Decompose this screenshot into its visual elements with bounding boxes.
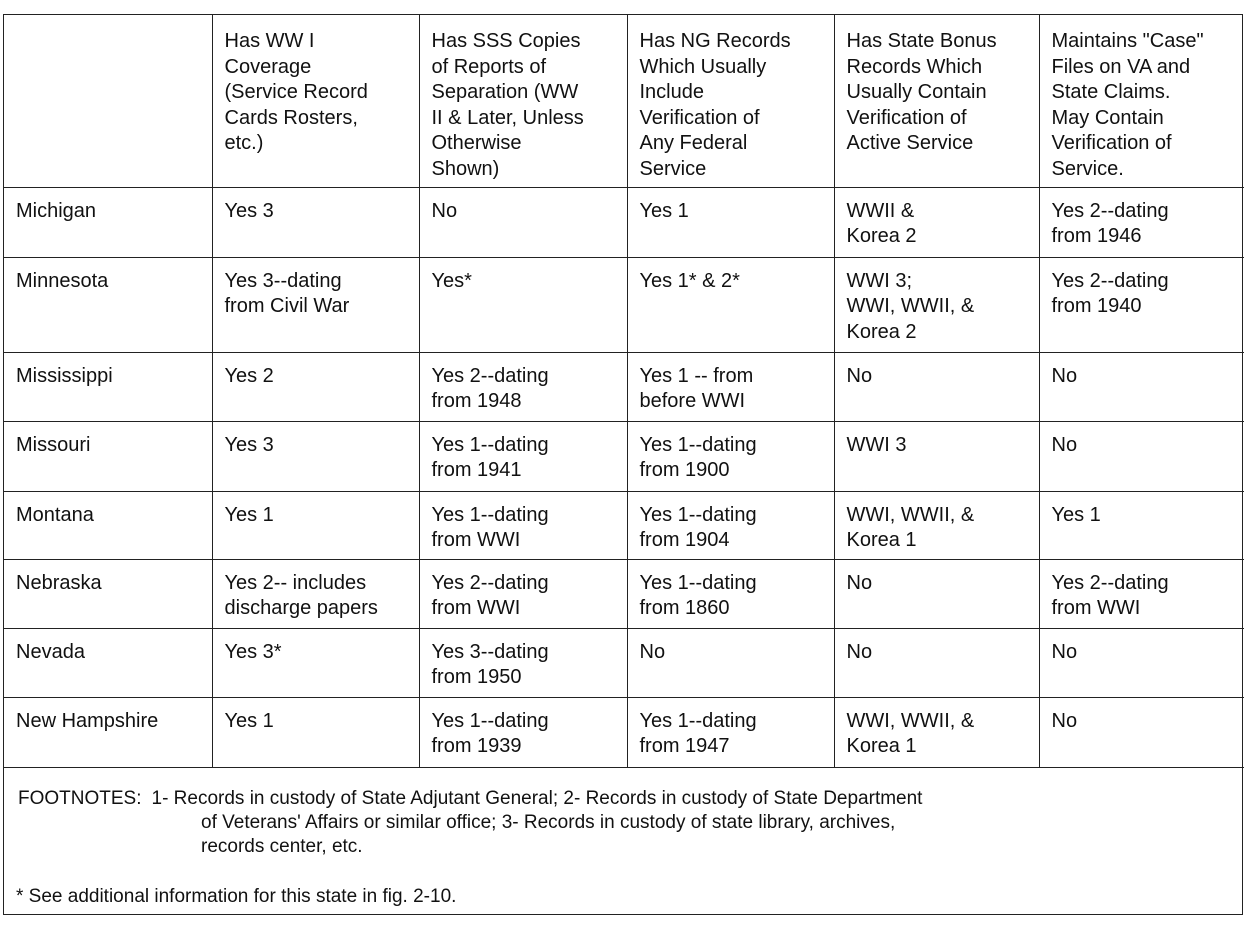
- table-cell: Yes 3*: [212, 628, 419, 697]
- table-cell: No: [1039, 628, 1244, 697]
- state-name-cell: Nevada: [4, 628, 212, 697]
- table-cell: WWI, WWII, & Korea 1: [834, 697, 1039, 767]
- table-cell: No: [1039, 352, 1244, 421]
- table-row-missouri: [4, 421, 1244, 491]
- table-cell: Yes 1--dating from WWI: [419, 491, 627, 559]
- table-cell: No: [627, 628, 834, 697]
- state-name-cell: Minnesota: [4, 257, 212, 352]
- table-cell: WWII & Korea 2: [834, 187, 1039, 257]
- table-row-new-hampshire: [4, 697, 1244, 767]
- table-row-nevada: [4, 628, 1244, 697]
- header-cell-ww1-coverage: Has WW I Coverage (Service Record Cards Rosters, etc.): [212, 15, 419, 187]
- table-cell: No: [419, 187, 627, 257]
- table-cell: Yes 3: [212, 187, 419, 257]
- state-name-cell: Mississippi: [4, 352, 212, 421]
- table-row-michigan: [4, 187, 1244, 257]
- state-name-cell: Missouri: [4, 421, 212, 491]
- table-cell: No: [1039, 421, 1244, 491]
- table-row-montana: [4, 491, 1244, 559]
- table-cell: No: [1039, 697, 1244, 767]
- table-cell: Yes 2--dating from 1948: [419, 352, 627, 421]
- table-cell: No: [834, 559, 1039, 628]
- table-row-mississippi: [4, 352, 1244, 421]
- table-cell: Yes 1: [212, 491, 419, 559]
- table-cell: No: [834, 352, 1039, 421]
- asterisk-note: * See additional information for this state in fig. 2-10.: [16, 886, 457, 907]
- state-name-cell: Nebraska: [4, 559, 212, 628]
- table-cell: Yes 2: [212, 352, 419, 421]
- records-document: [3, 14, 1243, 915]
- header-cell-ng-records: Has NG Records Which Usually Include Verification of Any Federal Service: [627, 15, 834, 187]
- table-cell: Yes 2--dating from 1940: [1039, 257, 1244, 352]
- table-row-nebraska: [4, 559, 1244, 628]
- table-cell: Yes 1--dating from 1947: [627, 697, 834, 767]
- header-cell-state-bonus: Has State Bonus Records Which Usually Contain Verification of Active Service: [834, 15, 1039, 187]
- table-cell: Yes 1--dating from 1904: [627, 491, 834, 559]
- table-cell: Yes 1--dating from 1860: [627, 559, 834, 628]
- table-row-minnesota: [4, 257, 1244, 352]
- table-cell: Yes 1: [627, 187, 834, 257]
- state-name-cell: New Hampshire: [4, 697, 212, 767]
- table-cell: Yes 1 -- from before WWI: [627, 352, 834, 421]
- table-cell: No: [834, 628, 1039, 697]
- table-cell: Yes 1* & 2*: [627, 257, 834, 352]
- footnotes-section: [4, 767, 1242, 914]
- table-cell: Yes 1--dating from 1939: [419, 697, 627, 767]
- table-cell: Yes 3--dating from Civil War: [212, 257, 419, 352]
- table-cell: Yes 2--dating from 1946: [1039, 187, 1244, 257]
- table-cell: WWI 3; WWI, WWII, & Korea 2: [834, 257, 1039, 352]
- table-cell: Yes 1--dating from 1900: [627, 421, 834, 491]
- table-cell: WWI 3: [834, 421, 1039, 491]
- footnotes-first-line: 1- Records in custody of State Adjutant General; 2- Records in custody of State Department: [151, 788, 923, 809]
- header-cell-blank: [4, 15, 212, 187]
- table-cell: Yes 2-- includes discharge papers: [212, 559, 419, 628]
- table-cell: Yes 1: [212, 697, 419, 767]
- footnotes-continuation: of Veterans' Affairs or similar office; 3- Records in custody of state library, archives, records center, etc.: [201, 812, 896, 857]
- table-cell: Yes 1: [1039, 491, 1244, 559]
- table-cell: WWI, WWII, & Korea 1: [834, 491, 1039, 559]
- table-cell: Yes 3--dating from 1950: [419, 628, 627, 697]
- state-name-cell: Michigan: [4, 187, 212, 257]
- table-cell: Yes 2--dating from WWI: [419, 559, 627, 628]
- header-cell-sss-copies: Has SSS Copies of Reports of Separation (WW II & Later, Unless Otherwise Shown): [419, 15, 627, 187]
- header-row: [4, 15, 1244, 187]
- footnotes-label: FOOTNOTES:: [18, 788, 142, 809]
- state-name-cell: Montana: [4, 491, 212, 559]
- state-records-table: [4, 15, 1244, 768]
- header-cell-case-files: Maintains "Case" Files on VA and State Claims. May Contain Verification of Service.: [1039, 15, 1244, 187]
- table-cell: Yes 3: [212, 421, 419, 491]
- table-cell: Yes 1--dating from 1941: [419, 421, 627, 491]
- table-cell: Yes*: [419, 257, 627, 352]
- footnotes-block: [18, 787, 1218, 859]
- table-cell: Yes 2--dating from WWI: [1039, 559, 1244, 628]
